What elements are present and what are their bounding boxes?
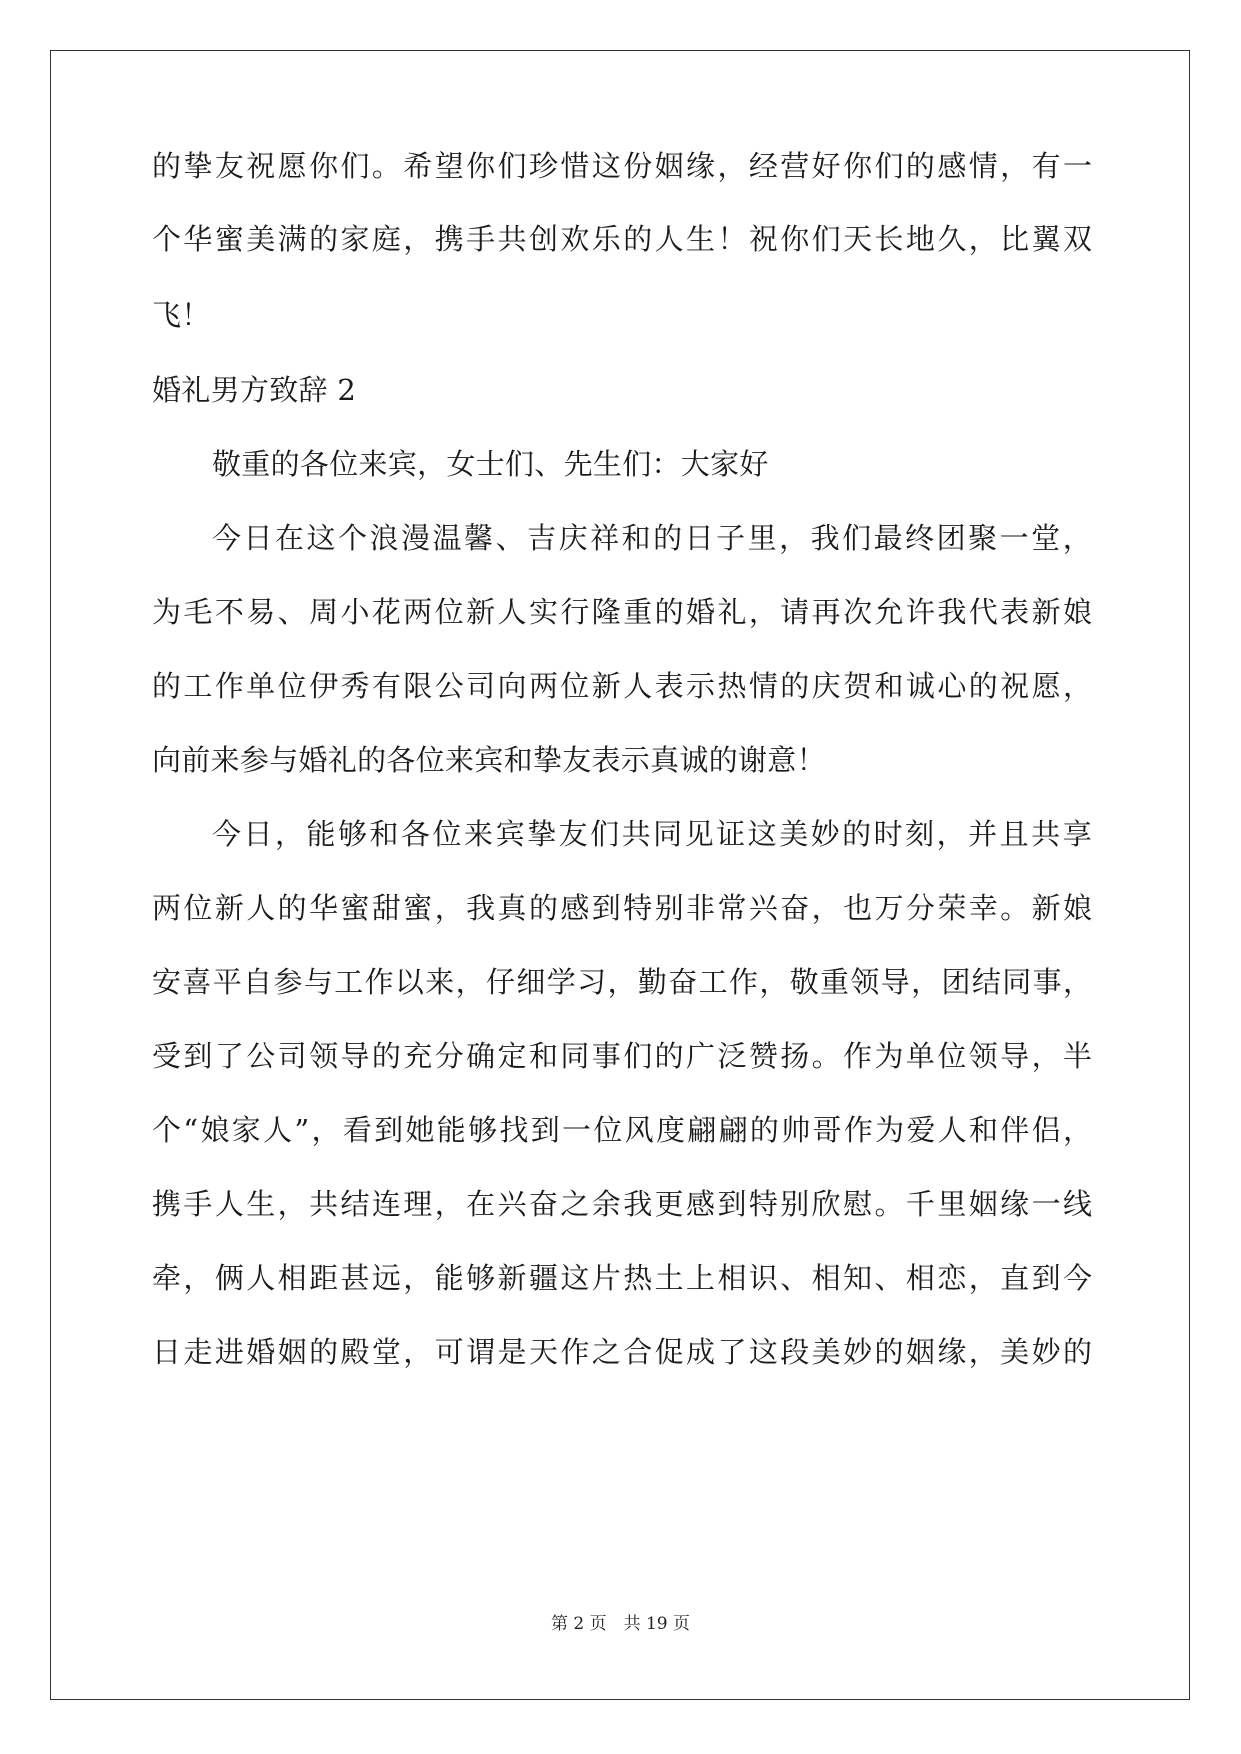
text-line: 两位新人的华蜜甜蜜，我真的感到特别非常兴奋，也万分荣幸。新娘: [152, 891, 1092, 925]
page-number-footer: 第 2 页 共 19 页: [550, 1614, 691, 1634]
text-line: 日走进婚姻的殿堂，可谓是天作之合促成了这段美妙的姻缘，美妙的: [152, 1335, 1092, 1369]
text-line: 携手人生，共结连理，在兴奋之余我更感到特别欣慰。千里姻缘一线: [152, 1187, 1092, 1221]
page-border: [50, 50, 1190, 1700]
text-line: 牵，俩人相距甚远，能够新疆这片热土上相识、相知、相恋，直到今: [152, 1261, 1092, 1295]
text-line: 的工作单位伊秀有限公司向两位新人表示热情的庆贺和诚心的祝愿，: [152, 669, 1092, 703]
paragraph-first-line: 今日，能够和各位来宾挚友们共同见证这美妙的时刻，并且共享: [212, 817, 1092, 851]
text-line: 个“娘家人”，看到她能够找到一位风度翩翩的帅哥作为爱人和伴侣，: [152, 1113, 1092, 1147]
text-line: 受到了公司领导的充分确定和同事们的广泛赞扬。作为单位领导，半: [152, 1039, 1092, 1073]
section-heading: 婚礼男方致辞 2: [152, 373, 357, 407]
text-line: 的挚友祝愿你们。希望你们珍惜这份姻缘，经营好你们的感情，有一: [152, 149, 1092, 183]
text-line: 个华蜜美满的家庭，携手共创欢乐的人生！祝你们天长地久，比翼双: [152, 222, 1092, 256]
text-line: 向前来参与婚礼的各位来宾和挚友表示真诚的谢意！: [152, 743, 826, 777]
salutation-line: 敬重的各位来宾，女士们、先生们：大家好: [212, 447, 769, 481]
text-line: 为毛不易、周小花两位新人实行隆重的婚礼，请再次允许我代表新娘: [152, 595, 1092, 629]
paragraph-first-line: 今日在这个浪漫温馨、吉庆祥和的日子里，我们最终团聚一堂，: [212, 521, 1092, 555]
text-line: 飞！: [152, 298, 211, 332]
text-line: 安喜平自参与工作以来，仔细学习，勤奋工作，敬重领导，团结同事，: [152, 965, 1092, 999]
